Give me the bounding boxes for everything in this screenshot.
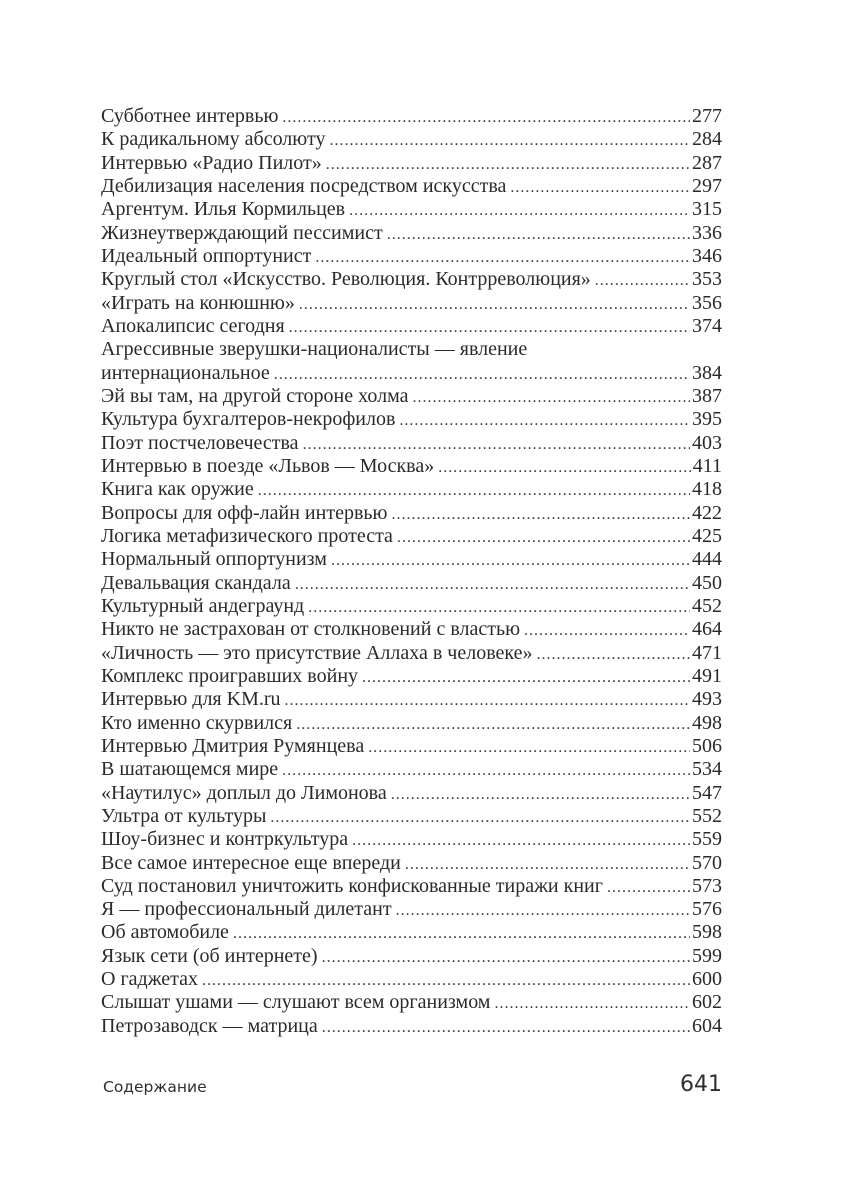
- toc-entry: [101, 805, 722, 828]
- page-number: 641: [680, 1072, 722, 1097]
- toc-entry-title: Эй вы там, на другой стороне холма: [101, 384, 409, 407]
- toc-entry-title: Дебилизация населения посредством искусства: [101, 174, 507, 197]
- toc-entry-title: Язык сети (об интернете): [101, 944, 318, 967]
- toc-entry-title: Аргентум. Илья Кормильцев: [101, 198, 346, 221]
- dot-leader: [315, 246, 690, 269]
- toc-entry-page: 493: [692, 688, 722, 711]
- dot-leader: [285, 689, 690, 712]
- toc-entry: [101, 875, 722, 898]
- toc-entry-page: 411: [692, 454, 722, 477]
- dot-leader: [399, 409, 690, 432]
- toc-entry: [101, 758, 722, 781]
- toc-entry-page: 403: [692, 431, 722, 454]
- toc-entry-title: О гаджетах: [101, 968, 198, 991]
- toc-entry-title: Интервью «Радио Пилот»: [101, 151, 322, 174]
- toc-entry-title: Вопросы для офф-лайн интервью: [101, 501, 388, 524]
- toc-entry: [101, 268, 722, 291]
- toc-entry-title: Интервью Дмитрия Румянцева: [101, 734, 365, 757]
- toc-entry: [101, 128, 722, 151]
- toc-entry-title: «Играть на конюшню»: [101, 291, 295, 314]
- toc-entry: [101, 991, 722, 1014]
- toc-entry-page: 277: [692, 105, 722, 127]
- dot-leader: [607, 876, 690, 899]
- toc-entry: [101, 898, 722, 921]
- toc-entry: [101, 665, 722, 688]
- toc-entry-title: Жизнеутверждающий пессимист: [101, 221, 383, 244]
- toc-entry: [101, 852, 722, 875]
- toc-entry-page: 287: [692, 151, 722, 174]
- dot-leader: [537, 643, 690, 666]
- toc-entry-page: 491: [692, 664, 722, 687]
- dot-leader: [387, 223, 690, 246]
- dot-leader: [405, 853, 690, 876]
- toc-entry-page: 534: [692, 758, 722, 781]
- toc-entry-title: Идеальный оппортунист: [101, 244, 312, 267]
- toc-entry-title: Суд постановил уничтожить конфискованные тиражи книг: [101, 874, 603, 897]
- toc-entry: [101, 152, 722, 175]
- toc-entry-page: 425: [692, 524, 722, 547]
- dot-leader: [233, 922, 690, 945]
- toc-entry-title: В шатающемся мире: [101, 758, 279, 781]
- toc-entry: [101, 595, 722, 618]
- table-of-contents: [101, 105, 722, 1038]
- toc-entry-page: 374: [692, 314, 722, 337]
- toc-entry-title: Петрозаводск — матрица: [101, 1014, 318, 1037]
- dot-leader: [352, 829, 690, 852]
- toc-entry-title: Шоу-бизнес и контркультура: [101, 828, 349, 851]
- dot-leader: [258, 479, 690, 502]
- toc-entry-title: Нормальный оппортунизм: [101, 548, 327, 571]
- toc-entry-title: Я — профессиональный дилетант: [101, 898, 392, 921]
- dot-leader: [282, 759, 690, 782]
- dot-leader: [368, 736, 690, 759]
- toc-entry: [101, 735, 722, 758]
- toc-entry-page: 418: [692, 478, 722, 501]
- toc-entry-page: 353: [692, 268, 722, 291]
- toc-entry-title: Субботнее интервью: [101, 105, 279, 127]
- toc-entry: [101, 432, 722, 455]
- dot-leader: [331, 549, 690, 572]
- dot-leader: [413, 386, 691, 409]
- toc-entry-page: 422: [692, 501, 722, 524]
- toc-entry-page: 573: [692, 874, 722, 897]
- toc-entry: [101, 642, 722, 665]
- dot-leader: [299, 293, 690, 316]
- dot-leader: [274, 363, 690, 386]
- dot-leader: [326, 153, 690, 176]
- toc-entry-page: 387: [692, 384, 722, 407]
- toc-entry: [101, 502, 722, 525]
- dot-leader: [329, 129, 690, 152]
- toc-entry-page: 471: [692, 641, 722, 664]
- toc-entry: [101, 222, 722, 245]
- dot-leader: [362, 666, 690, 689]
- toc-entry-title: «Личность — это присутствие Аллаха в человеке»: [101, 641, 533, 664]
- toc-entry: [101, 315, 722, 338]
- toc-entry-title: Книга как оружие: [101, 478, 254, 501]
- toc-entry-page: 450: [692, 571, 722, 594]
- toc-entry-title: Круглый стол «Искусство. Революция. Контрреволюция»: [101, 268, 591, 291]
- toc-entry-title-continuation: интернациональное: [101, 361, 270, 384]
- toc-entry-page: 598: [692, 921, 722, 944]
- toc-entry: [101, 572, 722, 595]
- toc-entry-page: 315: [692, 198, 722, 221]
- toc-entry: [101, 782, 722, 805]
- toc-entry: [101, 385, 722, 408]
- toc-entry: [101, 548, 722, 571]
- dot-leader: [303, 433, 690, 456]
- dot-leader: [322, 1016, 690, 1039]
- toc-entry-title: Комплекс проигравших войну: [101, 664, 359, 687]
- toc-entry: [101, 198, 722, 221]
- dot-leader: [322, 946, 690, 969]
- toc-entry-page: 498: [692, 711, 722, 734]
- toc-entry: [101, 945, 722, 968]
- toc-entry-page: 384: [692, 361, 722, 384]
- dot-leader: [308, 596, 690, 619]
- dot-leader: [289, 316, 690, 339]
- toc-entry: [101, 712, 722, 735]
- toc-entry-page: 452: [692, 594, 722, 617]
- dot-leader: [397, 526, 690, 549]
- toc-entry-title: Интервью в поезде «Львов — Москва»: [101, 454, 435, 477]
- toc-entry-title: Поэт постчеловечества: [101, 431, 299, 454]
- dot-leader: [295, 573, 690, 596]
- dot-leader: [438, 456, 690, 479]
- running-footer-section: Содержание: [103, 1078, 207, 1096]
- toc-entry: [101, 968, 722, 991]
- toc-entry-page: 604: [692, 1014, 722, 1037]
- toc-entry: [101, 478, 722, 501]
- toc-entry: [101, 338, 722, 385]
- toc-entry-title: Интервью для KM.ru: [101, 688, 281, 711]
- toc-entry-title: Агрессивные зверушки-националисты — явление: [101, 338, 528, 361]
- toc-entry-page: 284: [692, 128, 722, 151]
- toc-entry-page: 559: [692, 828, 722, 851]
- toc-entry-page: 547: [692, 781, 722, 804]
- toc-entry-page: 599: [692, 944, 722, 967]
- toc-entry-page: 506: [692, 734, 722, 757]
- dot-leader: [270, 806, 690, 829]
- dot-leader: [282, 106, 690, 129]
- toc-entry-page: 297: [692, 174, 722, 197]
- toc-entry-title: Апокалипсис сегодня: [101, 314, 285, 337]
- toc-entry: [101, 408, 722, 431]
- toc-entry-title: Логика метафизического протеста: [101, 524, 393, 547]
- toc-entry-page: 346: [692, 244, 722, 267]
- toc-entry: [101, 245, 722, 268]
- toc-entry: [101, 618, 722, 641]
- dot-leader: [349, 199, 690, 222]
- dot-leader: [494, 992, 690, 1015]
- dot-leader: [524, 619, 690, 642]
- toc-entry-title: Ультра от культуры: [101, 804, 267, 827]
- dot-leader: [595, 269, 690, 292]
- toc-entry: [101, 688, 722, 711]
- toc-entry: [101, 828, 722, 851]
- toc-entry-page: 570: [692, 851, 722, 874]
- toc-entry-title: Культура бухгалтеров-некрофилов: [101, 408, 396, 431]
- dot-leader: [202, 969, 690, 992]
- toc-entry: [101, 455, 722, 478]
- toc-entry-title: Все самое интересное еще впереди: [101, 851, 401, 874]
- toc-entry-title: «Наутилус» доплыл до Лимонова: [101, 781, 387, 804]
- toc-entry: [101, 292, 722, 315]
- dot-leader: [391, 783, 690, 806]
- toc-entry-page: 600: [692, 968, 722, 991]
- toc-entry-title: Об автомобиле: [101, 921, 229, 944]
- toc-entry-page: 576: [692, 898, 722, 921]
- toc-entry-page: 602: [692, 991, 722, 1014]
- toc-entry-page: 395: [692, 408, 722, 431]
- toc-entry-page: 336: [692, 221, 722, 244]
- toc-entry-title: Слышат ушами — слушают всем организмом: [101, 991, 491, 1014]
- toc-entry: [101, 1015, 722, 1038]
- dot-leader: [391, 503, 690, 526]
- toc-entry: [101, 525, 722, 548]
- toc-entry: [101, 921, 722, 944]
- toc-entry-title: К радикальному абсолюту: [101, 128, 326, 151]
- toc-entry-page: 444: [692, 548, 722, 571]
- toc-entry-page: 552: [692, 804, 722, 827]
- dot-leader: [396, 899, 690, 922]
- toc-entry-title: Культурный андеграунд: [101, 594, 305, 617]
- toc-entry-title: Девальвация скандала: [101, 571, 291, 594]
- toc-entry-page: 356: [692, 291, 722, 314]
- toc-entry-title: Никто не застрахован от столкновений с властью: [101, 618, 521, 641]
- toc-entry-page: 464: [692, 618, 722, 641]
- toc-entry: [101, 175, 722, 198]
- toc-entry-title: Кто именно скурвился: [101, 711, 293, 734]
- dot-leader: [296, 713, 690, 736]
- dot-leader: [510, 176, 690, 199]
- toc-entry: [101, 105, 722, 128]
